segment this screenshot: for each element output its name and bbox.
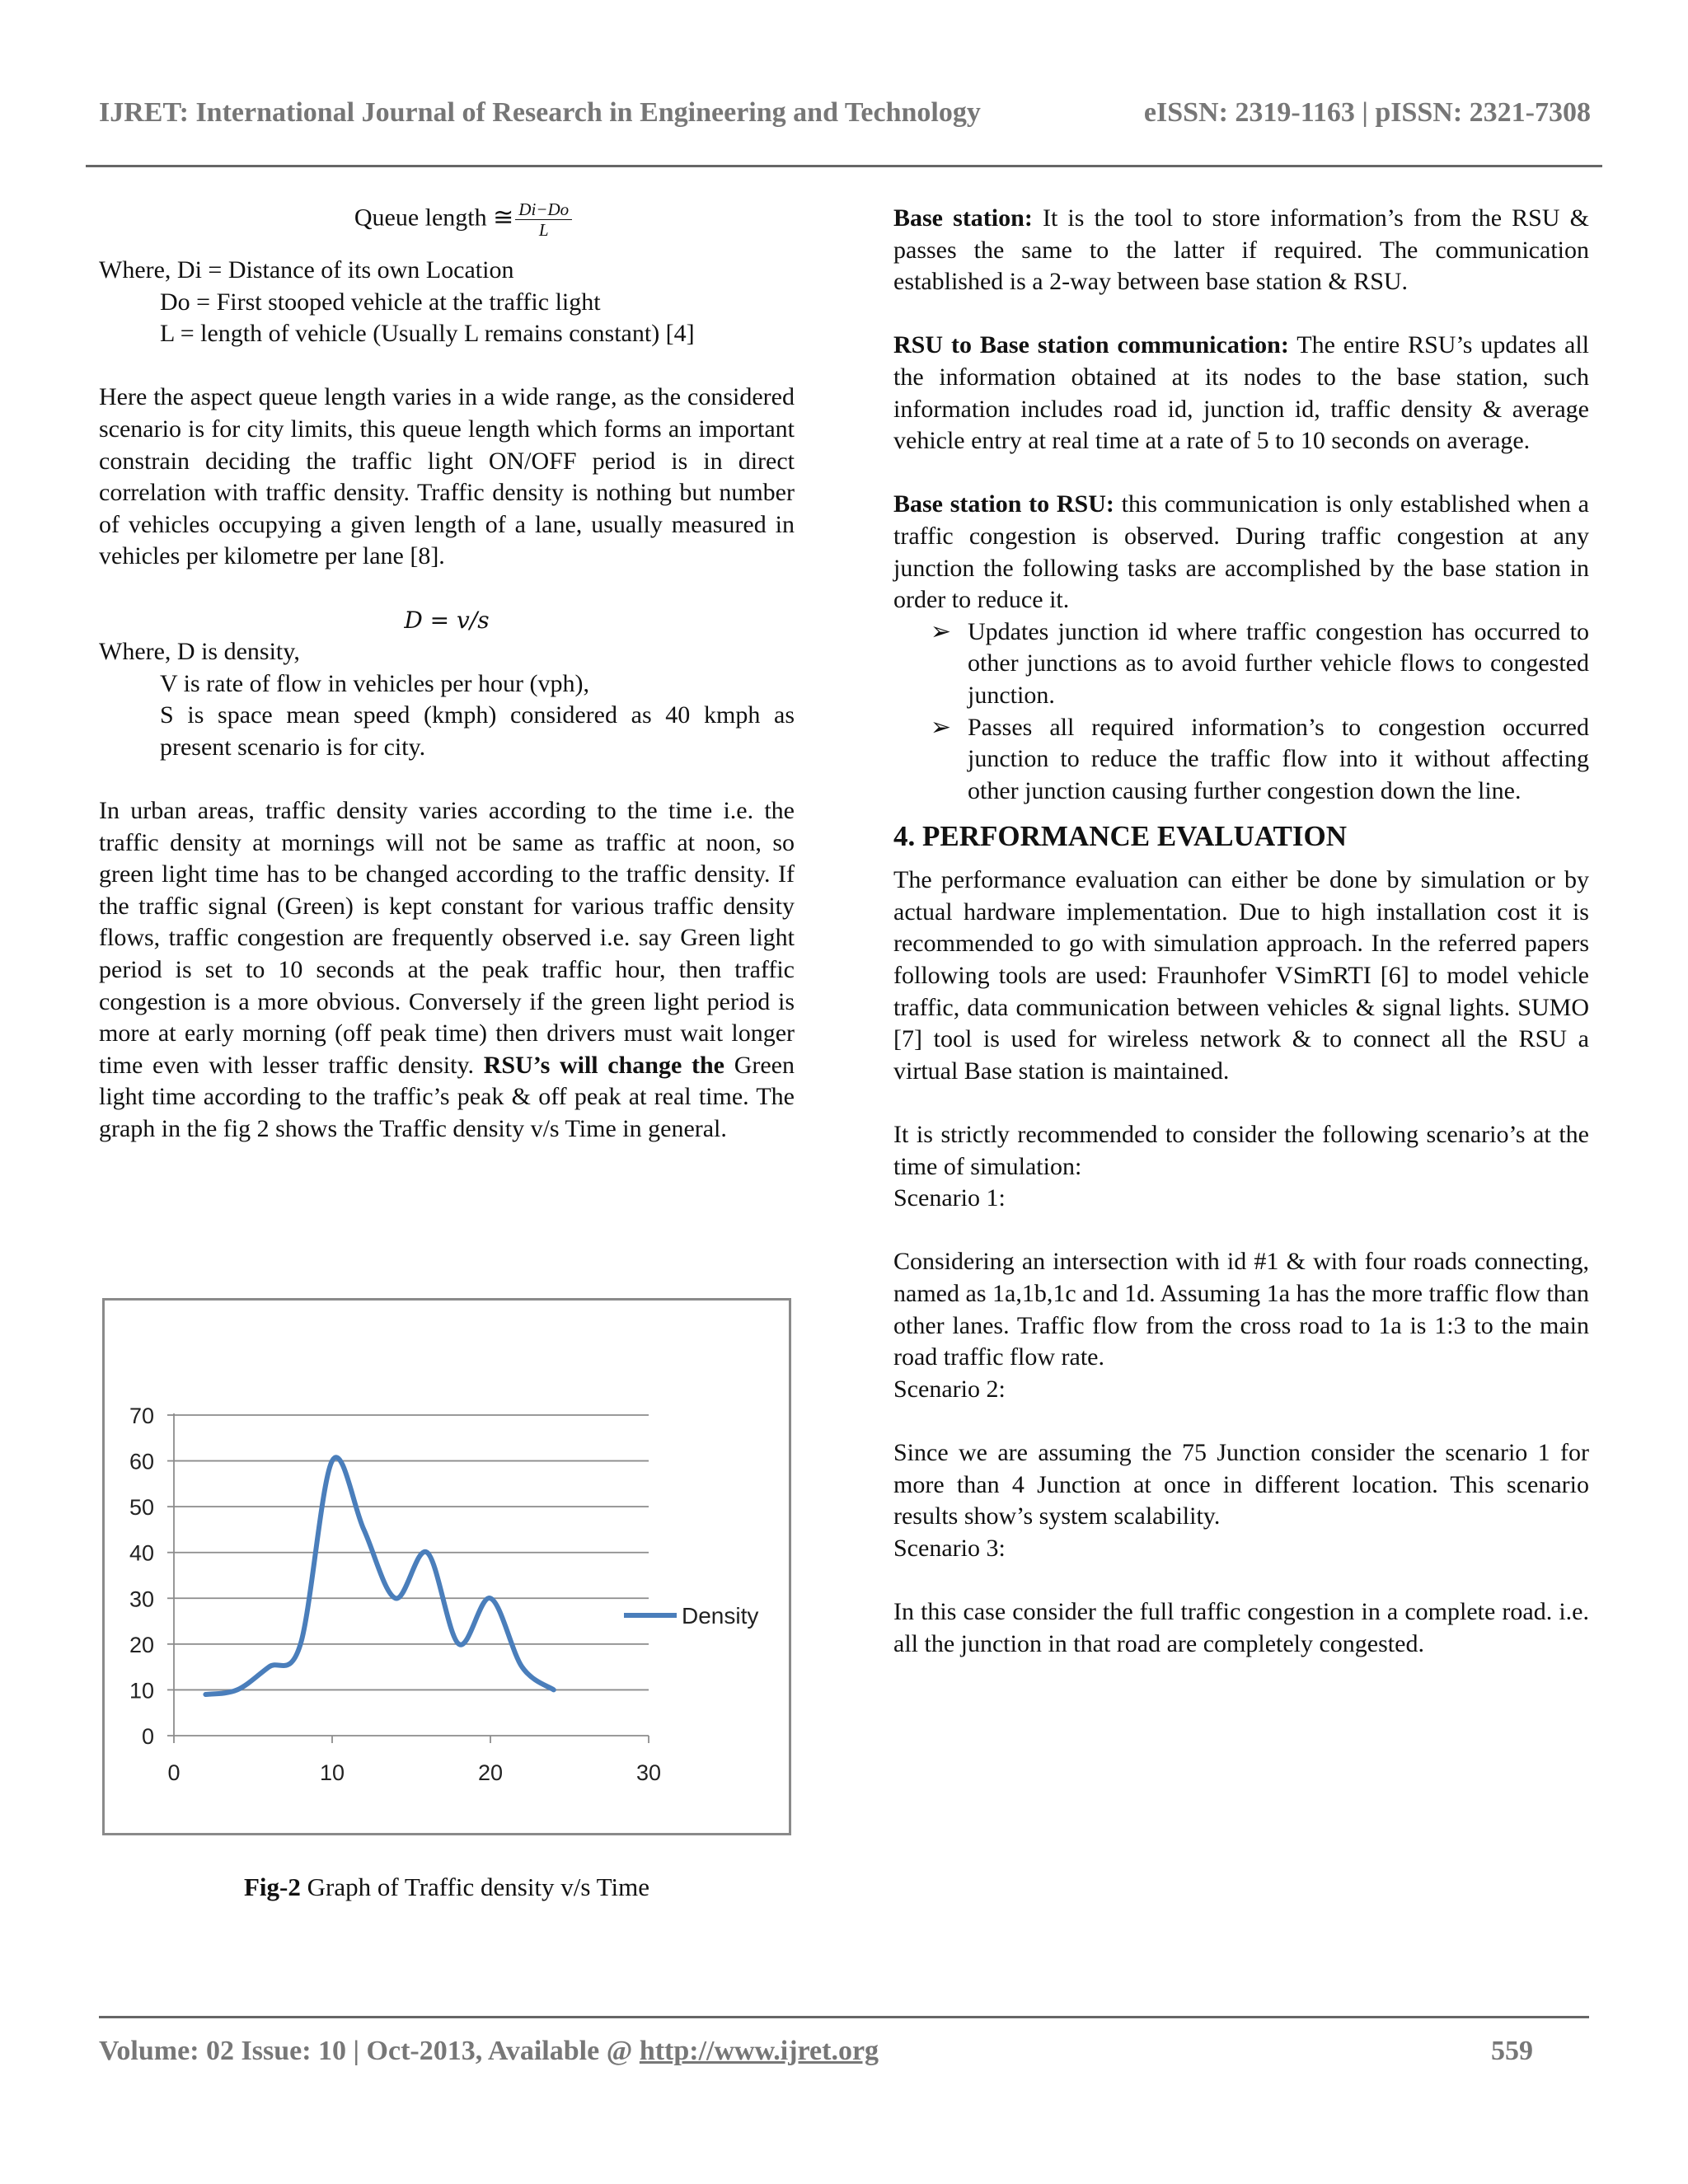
right-column <box>893 203 1589 1660</box>
density-series-line <box>205 1457 553 1694</box>
arrow-bullet-icon: ➢ <box>930 713 951 741</box>
where-do: Do = First stooped vehicle at the traffic light <box>160 288 601 316</box>
figure-caption-text: Graph of Traffic density v/s Time <box>300 1872 649 1901</box>
y-tick-label: 30 <box>129 1586 154 1612</box>
y-tick-label: 70 <box>129 1404 154 1428</box>
where-v: V is rate of flow in vehicles per hour (vph), <box>160 669 589 697</box>
x-tick-label: 20 <box>477 1760 504 1785</box>
where-l: L = length of vehicle (Usually L remains constant) [4] <box>160 320 695 348</box>
x-tick-label: 10 <box>319 1760 345 1785</box>
density-formula: D = v/s <box>404 606 490 634</box>
base-to-rsu-paragraph: Base station to RSU: this communication is only established when a traffic congestion is observed. During traffic congestion at any junction the following tasks are accomplished by the base station in order to reduce it. <box>893 490 1589 614</box>
x-tick-label: 30 <box>635 1760 662 1785</box>
footer-volume: Volume: 02 Issue: 10 | Oct-2013, Available @ http://www.ijret.org <box>99 2036 879 2066</box>
queue-length-paragraph: Here the aspect queue length varies in a wide range, as the considered scenario is for city limits, this queue length which forms an important constrain deciding the traffic light ON/OFF period is in direct correlation with traffic density. Traffic density is nothing but number of vehicles occupying a given length of a lane, usually measured in vehicles per kilometre per lane [8]. <box>99 383 795 570</box>
page-header <box>99 97 1591 129</box>
issn-text: eISSN: 2319-1163 | pISSN: 2321-7308 <box>1143 97 1591 128</box>
rsu-bold-phrase: RSU’s will change the <box>483 1051 724 1079</box>
y-tick-label: 20 <box>129 1632 154 1657</box>
queue-length-formula: Queue length ≅ $\frac{Di-Do}{L}$ <box>99 199 795 240</box>
scenario-2-label: Scenario 2: <box>893 1375 1006 1403</box>
rsu-to-base-paragraph: RSU to Base station communication: The entire RSU’s updates all the information obtained at its nodes to the base station, such information includes road id, junction id, traffic density & average vehicle entry at real time at a rate of 5 to 10 seconds on average. <box>893 331 1589 455</box>
scenario-2-text: Since we are assuming the 75 Junction consider the scenario 1 for more than 4 Junction at once in different location. This scenario results show’s system scalability. <box>893 1438 1589 1530</box>
urban-density-paragraph: In urban areas, traffic density varies according to the time i.e. the traffic density at mornings will not be same as traffic at noon, so green light time has to be changed according to the traffic density. If the traffic signal (Green) is kept constant for various traffic density flows, traffic congestion are frequently observed i.e. say Green light period is set to 10 seconds at the peak traffic hour, then traffic congestion is a more obvious. Conversely if the green light period is more at early morning (off peak time) then drivers must wait longer time even with lesser traffic density. RSU’s will change the Green light time according to the traffic’s peak & off peak at real time. The graph in the fig 2 shows the Traffic density v/s Time in general. <box>99 797 795 1143</box>
footer-divider <box>99 2016 1589 2018</box>
scenario-intro: It is strictly recommended to consider the following scenario’s at the time of simulation: <box>893 1121 1589 1180</box>
page-footer <box>99 2036 1533 2067</box>
figure-label: Fig-2 <box>244 1872 301 1901</box>
where-d: Where, D is density, <box>99 638 300 666</box>
header-divider <box>86 165 1602 167</box>
scenario-3-text: In this case consider the full traffic congestion in a complete road. i.e. all the junction in that road are completely congested. <box>893 1597 1589 1657</box>
scenario-1-text: Considering an intersection with id #1 & with four roads connecting, named as 1a,1b,1c and 1d. Assuming 1a has the more traffic flow than other lanes. Traffic flow from the cross road to 1a is 1:3 to the main road traffic flow rate. <box>893 1248 1589 1371</box>
legend-label: Density <box>682 1603 759 1629</box>
density-chart-svg <box>105 1301 789 1833</box>
density-chart <box>102 1298 791 1835</box>
where-s: S is space mean speed (kmph) considered as 40 kmph as present scenario is for city. <box>160 701 795 761</box>
queue-fraction <box>515 199 572 240</box>
y-tick-label: 10 <box>129 1678 154 1704</box>
fraction-denominator: L <box>538 220 549 240</box>
y-tick-label: 40 <box>129 1540 154 1566</box>
list-item: ➢ Updates junction id where traffic congestion has occurred to other junctions as to avoid further vehicle flows to congested junction. <box>893 616 1589 712</box>
page-number: 559 <box>1491 2036 1533 2066</box>
x-tick-label: 0 <box>167 1760 181 1785</box>
scenario-3-label: Scenario 3: <box>893 1534 1006 1562</box>
y-tick-label: 50 <box>129 1495 154 1521</box>
journal-title: IJRET: International Journal of Research in Engineering and Technology <box>99 97 981 128</box>
y-tick-label: 0 <box>141 1724 154 1749</box>
list-item: ➢ Passes all required information’s to congestion occurred junction to reduce the traffic flow into it without affecting other junction causing further congestion down the line. <box>893 712 1589 808</box>
y-tick-label: 60 <box>129 1449 154 1474</box>
fraction-numerator: Di−Do <box>515 199 572 220</box>
figure-caption <box>99 1872 795 1902</box>
scenario-1-label: Scenario 1: <box>893 1184 1006 1212</box>
arrow-bullet-icon: ➢ <box>930 617 951 645</box>
where-di: Where, Di = Distance of its own Location <box>99 256 514 284</box>
base-station-paragraph: Base station: It is the tool to store information’s from the RSU & passes the same to the latter if required. The communication established is a 2-way between base station & RSU. <box>893 204 1589 296</box>
left-column <box>99 199 795 1146</box>
section-heading: 4. PERFORMANCE EVALUATION <box>893 820 1347 853</box>
journal-link[interactable]: http://www.ijret.org <box>639 2036 879 2066</box>
performance-paragraph: The performance evaluation can either be done by simulation or by actual hardware implementation. Due to high installation cost it is recommended to go with simulation approach. In the referred papers following tools are used: Fraunhofer VSimRTI [6] to model vehicle traffic, data communication between vehicles & signal lights. SUMO [7] tool is used for wireless network & to connect all the RSU a virtual Base station is maintained. <box>893 866 1589 1085</box>
